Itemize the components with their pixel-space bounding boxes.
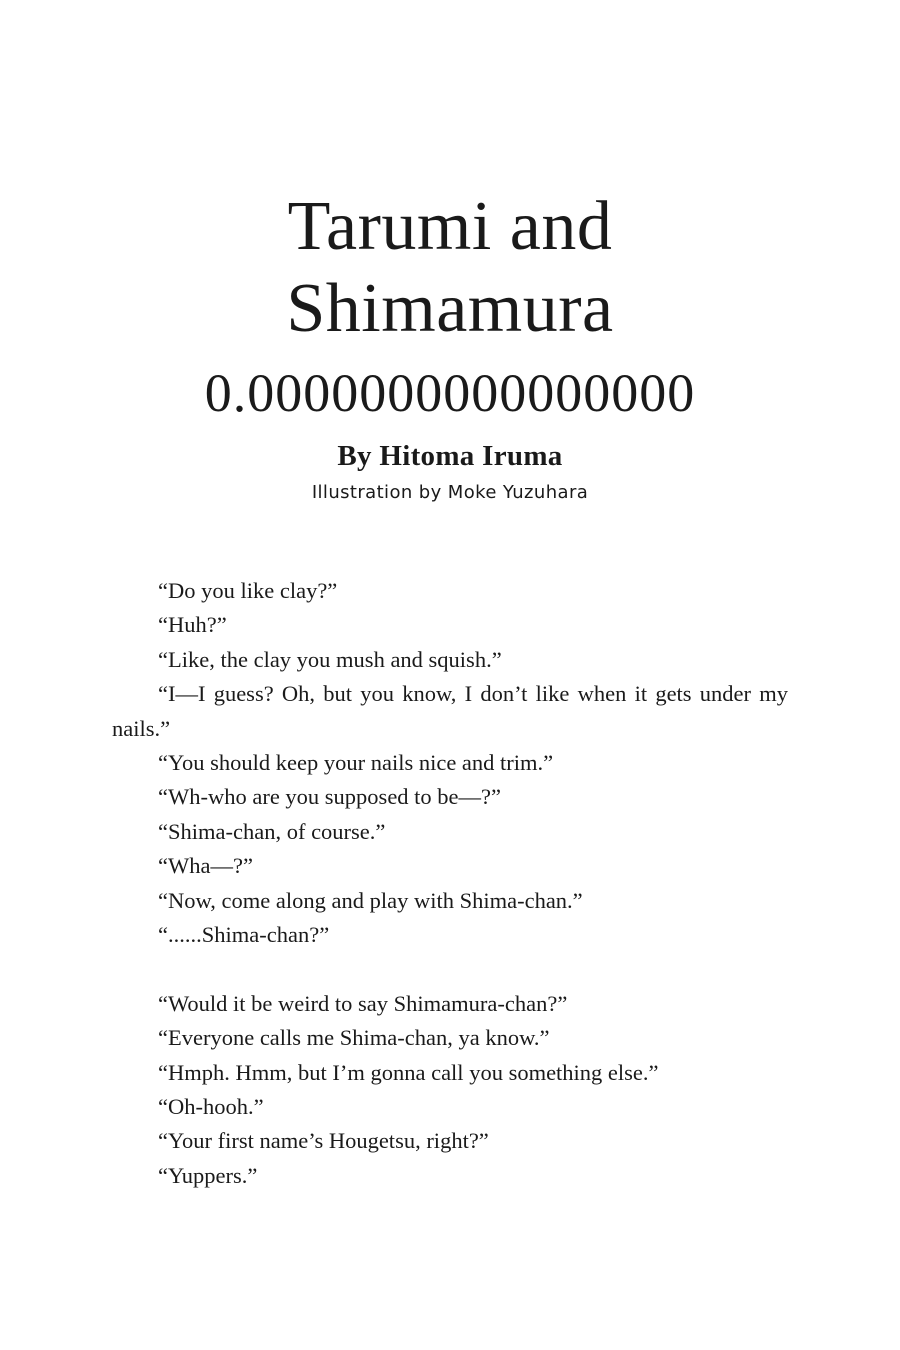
illustration-credit: Illustration by Moke Yuzuhara bbox=[311, 482, 589, 503]
paragraph: “......Shima-chan?” bbox=[158, 922, 330, 948]
paragraph: “Oh-hooh.” bbox=[158, 1094, 264, 1120]
paragraph: “I—I guess? Oh, but you know, I don’t like when it gets under my nails.” bbox=[112, 681, 788, 741]
paragraph: “Wha—?” bbox=[158, 853, 253, 879]
author-byline: By Hitoma Iruma bbox=[337, 440, 563, 472]
paragraph: “Like, the clay you mush and squish.” bbox=[158, 646, 502, 672]
paragraph: “Your first name’s Hougetsu, right?” bbox=[158, 1128, 489, 1154]
title-line-1: Tarumi and bbox=[287, 188, 613, 265]
section-break bbox=[112, 952, 788, 986]
paragraph: “Would it be weird to say Shimamura-chan?” bbox=[158, 990, 568, 1016]
paragraph: “Everyone calls me Shima-chan, ya know.” bbox=[158, 1025, 550, 1051]
paragraph: “Wh-who are you supposed to be—?” bbox=[158, 784, 502, 810]
title-line-2: Shimamura bbox=[286, 270, 614, 347]
paragraph: “Now, come along and play with Shima-chan.” bbox=[158, 887, 583, 913]
title-number: 0.0000000000000000 bbox=[204, 363, 696, 423]
paragraph: “Hmph. Hmm, but I’m gonna call you something else.” bbox=[158, 1059, 659, 1085]
paragraph: “Do you like clay?” bbox=[158, 578, 338, 603]
paragraph: “Huh?” bbox=[158, 612, 227, 638]
paragraph: “Shima-chan, of course.” bbox=[158, 818, 386, 844]
story-text bbox=[112, 574, 788, 1193]
chapter-title bbox=[0, 186, 900, 428]
paragraph: “Yuppers.” bbox=[158, 1162, 258, 1188]
paragraph: “You should keep your nails nice and trim.” bbox=[158, 750, 554, 776]
